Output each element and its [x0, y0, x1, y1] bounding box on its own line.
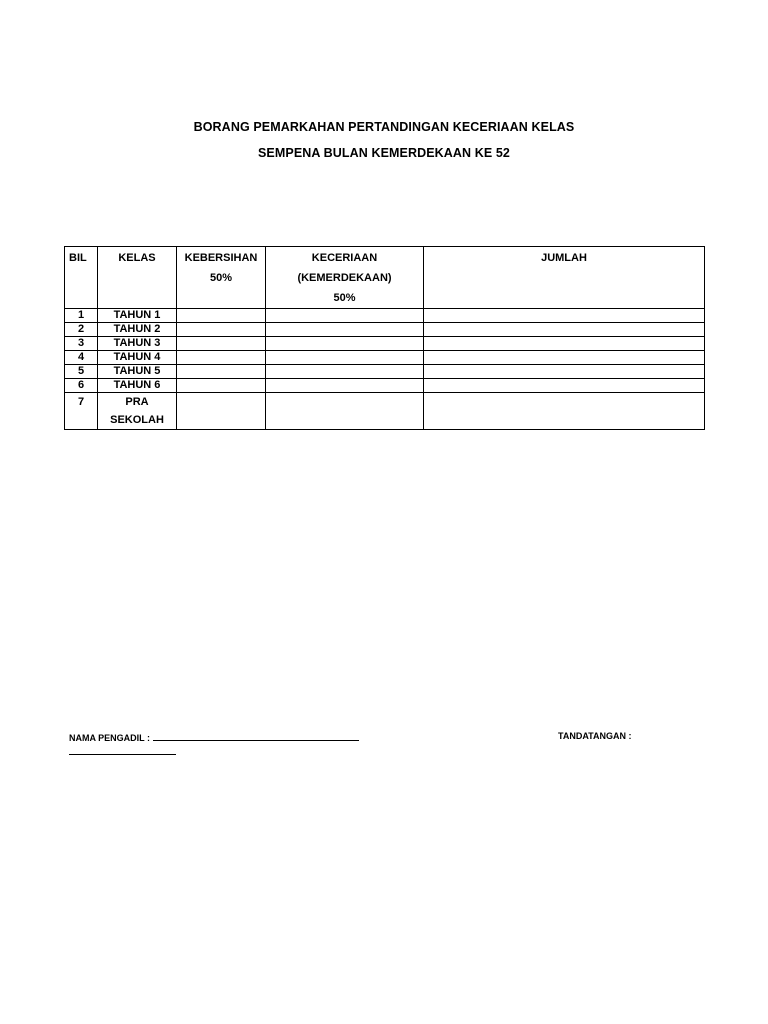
- jumlah-cell[interactable]: [424, 393, 705, 430]
- table-row: [65, 365, 705, 379]
- header-kebersihan-percent: 50%: [209, 272, 233, 284]
- row-bil: 1: [65, 309, 98, 323]
- jumlah-cell[interactable]: [424, 351, 705, 365]
- nama-pengadil-field: [69, 731, 359, 743]
- row-kelas: TAHUN 1: [98, 309, 177, 323]
- keceriaan-score-cell[interactable]: [266, 393, 424, 430]
- row-kelas-line1: PRA: [125, 396, 149, 408]
- row-kelas: TAHUN 2: [98, 323, 177, 337]
- row-bil: 4: [65, 351, 98, 365]
- table-row: [65, 351, 705, 365]
- tandatangan-label: TANDATANGAN :: [558, 731, 632, 741]
- keceriaan-score-cell[interactable]: [266, 309, 424, 323]
- row-bil: 5: [65, 365, 98, 379]
- row-bil: 2: [65, 323, 98, 337]
- tandatangan-field: [558, 731, 632, 741]
- keceriaan-score-cell[interactable]: [266, 351, 424, 365]
- scoring-table: [64, 246, 705, 430]
- row-bil: 7: [65, 393, 98, 430]
- header-keceriaan-subtitle: (KEMERDEKAAN): [297, 272, 392, 284]
- table-row: [65, 393, 705, 430]
- table-row: [65, 379, 705, 393]
- row-kelas: TAHUN 5: [98, 365, 177, 379]
- header-bil: BIL: [65, 247, 98, 309]
- kebersihan-score-cell[interactable]: [177, 351, 266, 365]
- jumlah-cell[interactable]: [424, 379, 705, 393]
- header-kelas: KELAS: [98, 247, 177, 309]
- table-row: [65, 323, 705, 337]
- kebersihan-score-cell[interactable]: [177, 323, 266, 337]
- row-kelas: TAHUN 3: [98, 337, 177, 351]
- row-bil: 3: [65, 337, 98, 351]
- nama-pengadil-blank[interactable]: [153, 731, 359, 741]
- kebersihan-score-cell[interactable]: [177, 337, 266, 351]
- table-row: [65, 309, 705, 323]
- row-kelas: TAHUN 6: [98, 379, 177, 393]
- table-row: [65, 337, 705, 351]
- jumlah-cell[interactable]: [424, 323, 705, 337]
- keceriaan-score-cell[interactable]: [266, 379, 424, 393]
- kebersihan-score-cell[interactable]: [177, 309, 266, 323]
- form-subtitle: SEMPENA BULAN KEMERDEKAAN KE 52: [258, 146, 510, 160]
- kebersihan-score-cell[interactable]: [177, 379, 266, 393]
- tandatangan-blank-wrap: [69, 745, 176, 757]
- row-kelas: TAHUN 4: [98, 351, 177, 365]
- row-bil: 6: [65, 379, 98, 393]
- header-keceriaan-percent: 50%: [333, 292, 356, 304]
- header-kebersihan: KEBERSIHAN 50%: [177, 247, 266, 309]
- jumlah-cell[interactable]: [424, 309, 705, 323]
- row-kelas-line2: SEKOLAH: [110, 414, 164, 426]
- row-kelas: [98, 393, 177, 430]
- keceriaan-score-cell[interactable]: [266, 323, 424, 337]
- kebersihan-score-cell[interactable]: [177, 393, 266, 430]
- header-jumlah: JUMLAH: [424, 247, 705, 309]
- nama-pengadil-label: NAMA PENGADIL :: [69, 733, 150, 743]
- jumlah-cell[interactable]: [424, 365, 705, 379]
- keceriaan-score-cell[interactable]: [266, 337, 424, 351]
- jumlah-cell[interactable]: [424, 337, 705, 351]
- keceriaan-score-cell[interactable]: [266, 365, 424, 379]
- tandatangan-blank[interactable]: [69, 745, 176, 755]
- header-keceriaan: KECERIAAN (KEMERDEKAAN) 50%: [266, 247, 424, 309]
- kebersihan-score-cell[interactable]: [177, 365, 266, 379]
- form-title: BORANG PEMARKAHAN PERTANDINGAN KECERIAAN KELAS: [193, 120, 575, 134]
- table-header-row: [65, 247, 705, 309]
